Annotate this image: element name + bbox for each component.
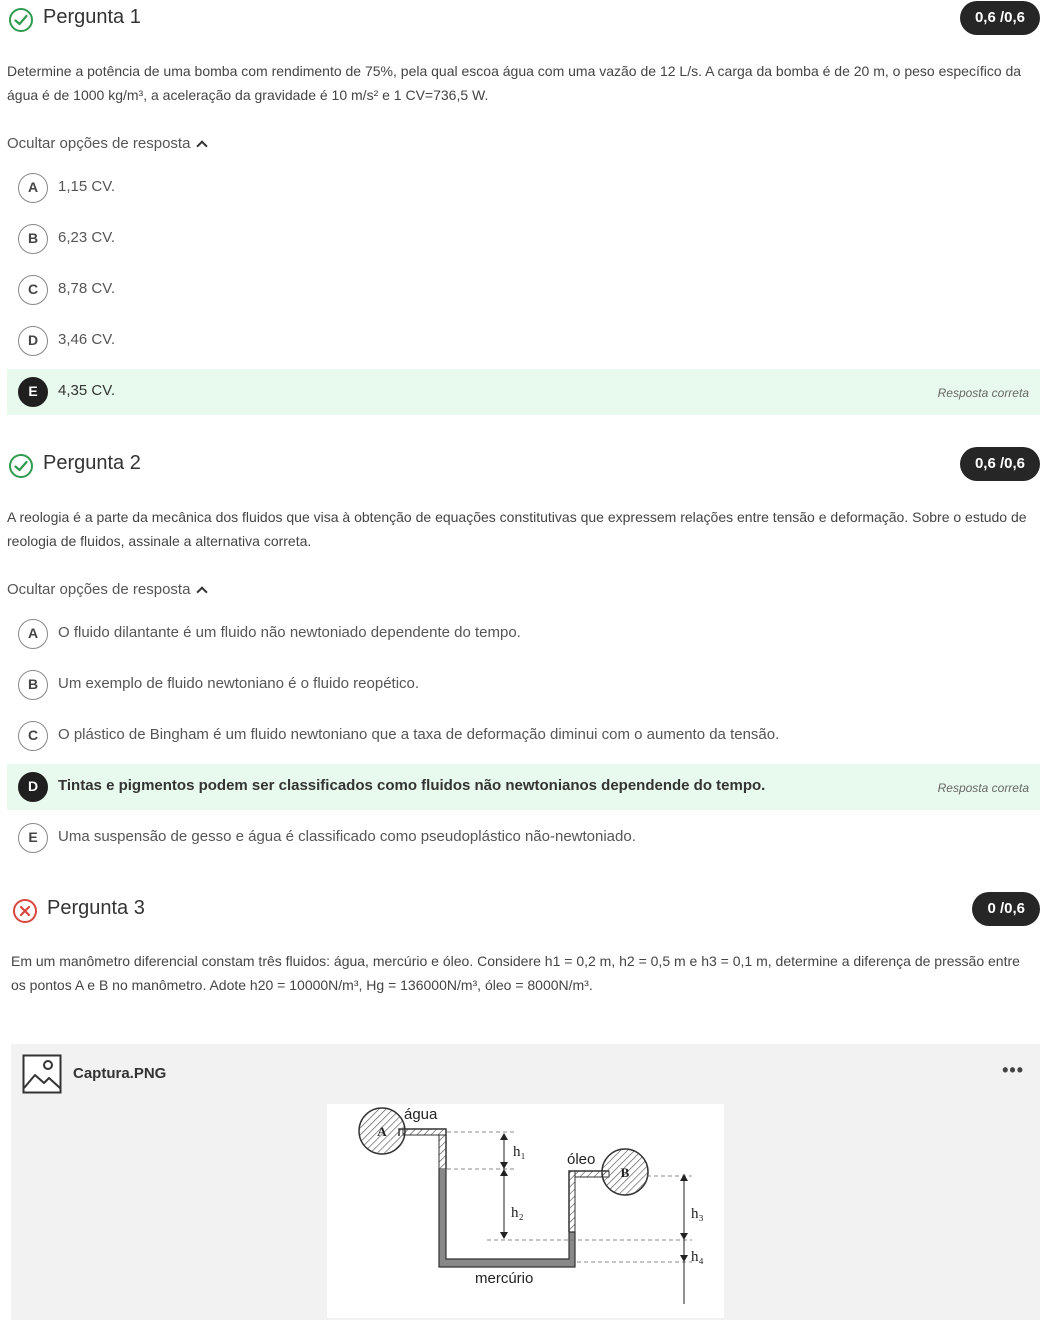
answer-option-b[interactable] <box>7 662 1040 708</box>
chevron-up-icon <box>197 140 208 151</box>
score-badge: 0 /0,6 <box>972 892 1040 926</box>
answer-option-e[interactable] <box>7 369 1040 415</box>
option-text: Uma suspensão de gesso e água é classificado como pseudoplástico não-newtoniado. <box>58 828 636 845</box>
option-letter: D <box>18 326 48 356</box>
point-a-label: A <box>377 1124 387 1139</box>
option-text: 6,23 CV. <box>58 229 115 246</box>
mercurio-label: mercúrio <box>475 1270 534 1287</box>
answer-option-d[interactable] <box>7 764 1040 810</box>
check-circle-icon <box>8 453 34 479</box>
question-3-header <box>0 892 1047 928</box>
score-badge: 0,6 /0,6 <box>960 447 1040 481</box>
answer-option-c[interactable] <box>7 713 1040 759</box>
answer-option-a[interactable] <box>7 165 1040 211</box>
option-text: O plástico de Bingham é um fluido newtoniano que a taxa de deformação diminui com o aumento da tensão. <box>58 726 780 743</box>
point-b-label: B <box>620 1165 630 1180</box>
agua-label: água <box>404 1106 438 1123</box>
h4-label: h₄ <box>691 1249 704 1265</box>
attachment-card[interactable] <box>11 1044 1040 1320</box>
option-text: Um exemplo de fluido newtoniano é o fluido reopético. <box>58 675 420 692</box>
option-text: 1,15 CV. <box>58 178 115 195</box>
option-letter: A <box>18 619 48 649</box>
correct-answer-tag: Resposta correta <box>937 386 1029 400</box>
toggle-label: Ocultar opções de resposta <box>7 581 191 598</box>
option-letter: A <box>18 173 48 203</box>
answer-option-c[interactable] <box>7 267 1040 313</box>
question-title: Pergunta 2 <box>43 452 141 474</box>
answer-option-d[interactable] <box>7 318 1040 364</box>
option-text: O fluido dilantante é um fluido não newtoniado dependente do tempo. <box>58 624 521 641</box>
option-text: 8,78 CV. <box>58 280 115 297</box>
question-text: A reologia é a parte da mecânica dos fluidos que visa à obtenção de equações constitutivas que expressem relações entre tensão e deformação. Sobre o estudo de reologia de fluidos, assinale a alternativa correta. <box>7 509 1027 549</box>
x-circle-icon <box>12 898 38 924</box>
question-title: Pergunta 3 <box>47 897 145 919</box>
h2-label: h₂ <box>511 1205 524 1221</box>
chevron-up-icon <box>197 586 208 597</box>
question-2-header <box>0 447 1047 483</box>
toggle-label: Ocultar opções de resposta <box>7 135 191 152</box>
oleo-label: óleo <box>567 1151 596 1168</box>
h1-label: h₁ <box>513 1144 526 1160</box>
image-file-icon <box>22 1054 62 1094</box>
question-text: Determine a potência de uma bomba com rendimento de 75%, pela qual escoa água com uma vazão de 12 L/s. A carga da bomba é de 20 m, o peso específico da água é de 1000 kg/m³, a aceleração da gravidade é 10 m/s² e 1 CV=736,5 W. <box>7 63 1022 103</box>
option-text: 4,35 CV. <box>58 382 115 399</box>
option-letter: E <box>18 377 48 407</box>
h3-label: h₃ <box>691 1206 704 1222</box>
option-letter: B <box>18 224 48 254</box>
answer-option-b[interactable] <box>7 216 1040 262</box>
attachment-filename: Captura.PNG <box>73 1065 167 1082</box>
option-letter: C <box>18 275 48 305</box>
option-letter: C <box>18 721 48 751</box>
option-text: 3,46 CV. <box>58 331 115 348</box>
answer-option-e[interactable] <box>7 815 1040 861</box>
hide-options-toggle[interactable] <box>7 581 206 598</box>
check-circle-icon <box>8 7 34 33</box>
option-text: Tintas e pigmentos podem ser classificados como fluidos não newtonianos dependende do tempo. <box>58 777 766 794</box>
more-options-icon[interactable]: ••• <box>1002 1060 1024 1080</box>
hide-options-toggle[interactable] <box>7 135 206 152</box>
answer-option-a[interactable] <box>7 611 1040 657</box>
manometer-diagram <box>327 1104 724 1318</box>
score-badge: 0,6 /0,6 <box>960 1 1040 35</box>
option-letter: B <box>18 670 48 700</box>
question-title: Pergunta 1 <box>43 6 141 28</box>
correct-answer-tag: Resposta correta <box>937 781 1029 795</box>
option-letter: E <box>18 823 48 853</box>
question-1-header <box>0 1 1047 37</box>
option-letter: D <box>18 772 48 802</box>
question-text: Em um manômetro diferencial constam três fluidos: água, mercúrio e óleo. Considere h1 = 0,2 m, h2 = 0,5 m e h3 = 0,1 m, determine a diferença de pressão entre os pontos A e B no manômetro. Adote h20 = 10000N/m³, Hg = 136000N/m³, óleo = 8000N/m³. <box>11 953 1020 993</box>
